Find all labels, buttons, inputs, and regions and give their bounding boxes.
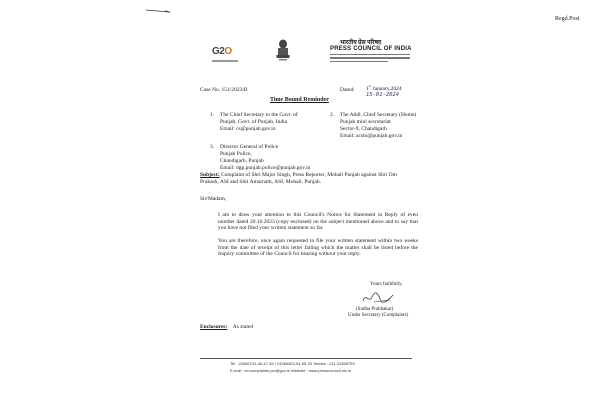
- body-paragraph-2: You are therefore, once again requested to file your written statement within two weeks from the date of receipt of this letter failing which the matter shall be listed before the Inquiry committee of the Council for hearing without your reply.: [218, 238, 418, 258]
- council-letterhead: [330, 38, 412, 62]
- signer-title: Under Secretary (Complaints): [348, 313, 409, 318]
- signature: [360, 290, 396, 306]
- letter-title: Time Bound Reminder: [270, 97, 329, 103]
- addressee-3: 3. Director General of Police Punjab Police, Chandigarh, Punjab Email: dgp.punjab.police@punjab.gov.in: [210, 144, 311, 171]
- letterhead-address-line: [330, 61, 388, 62]
- letterhead-address-line: [330, 57, 410, 58]
- addressee-1: 1. The Chief Secretary to the Govt. of Punjab, Govt. of Punjab, India Email: cs@punjab.gov.in: [210, 112, 298, 132]
- footer-divider: [200, 358, 412, 359]
- salutation: Sir/Madam,: [200, 196, 227, 202]
- footer-contact-phone: Tel : 24366741-46-47-49 / 24366403-04-05-20 Telefax : 011-24368759: [230, 361, 355, 366]
- footer-contact-email: E-mail : ex.complaints-pci@gov.in Website : www.presscouncil.nic.in: [230, 368, 352, 373]
- council-name: PRESS COUNCIL OF INDIA: [330, 46, 412, 52]
- subject-line: [200, 172, 400, 186]
- dated-label: Dated:: [340, 87, 355, 93]
- signatory: [348, 307, 408, 319]
- letterhead-address-line: [330, 54, 410, 55]
- national-emblem-icon: [275, 38, 291, 62]
- pen-mark: [145, 8, 171, 14]
- addressee-2: 2. The Addl. Chief Secretary (Home) Punjab mini secretariat Sector-9, Chandigarh Email: acshi@punjab.gov.in: [330, 112, 417, 139]
- g20-logo: G2O: [212, 44, 238, 68]
- yours-faithfully: Yours faithfully,: [370, 282, 403, 287]
- council-name-hindi: भारतीय प्रेस परिषद: [340, 40, 382, 46]
- handwritten-date: 15-01-2024: [366, 92, 400, 98]
- subject-text: Complaint of Shri Major Singh, Press Reporter, Mohali Punjab against Shri Om Prakash, ASI and Shri Amarnath, ASI, Mohali, Punjab.: [200, 172, 397, 185]
- enclosures-line: [200, 324, 253, 330]
- letter-date: 1st January,2024: [366, 84, 402, 92]
- case-number: Case No. 151/2023/B: [200, 87, 248, 93]
- subject-label: Subject:: [200, 172, 220, 178]
- signer-name: (Sudha Prabhakar): [356, 307, 394, 312]
- regd-post-label: Regd.Post: [555, 16, 580, 22]
- body-paragraph-1: I am to draw your attention to this Council's Notice for Statement in Reply of even number dated 20.10.2023 (copy enclosed) on the subject mentioned above and to say that you have not filed your written statement so far.: [218, 212, 418, 232]
- enclosures-label: Enclosures:: [200, 324, 228, 330]
- enclosures-value: As stated: [232, 324, 254, 330]
